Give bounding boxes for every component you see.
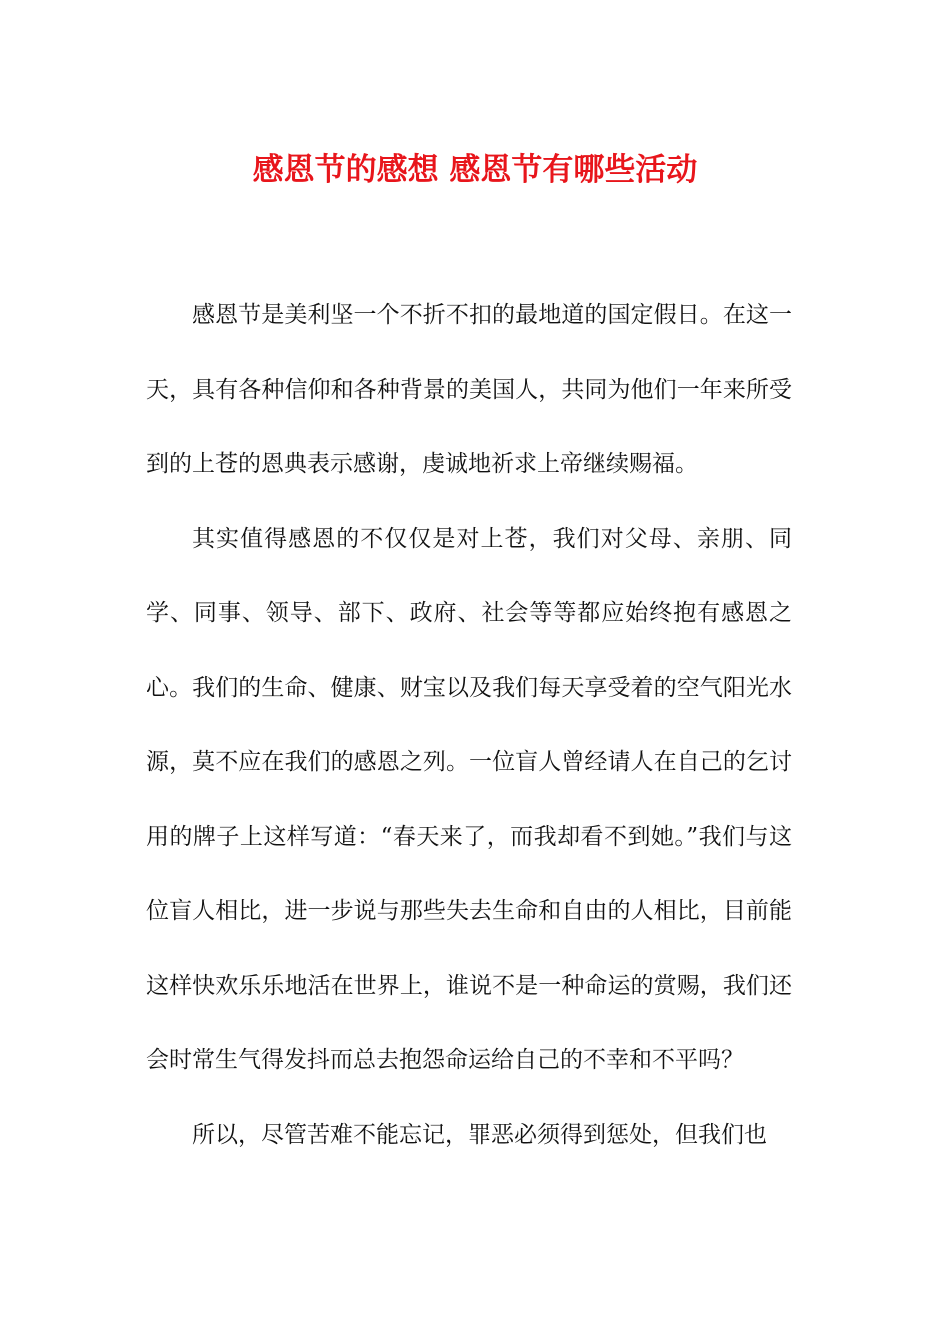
- document-title: 感恩节的感想 感恩节有哪些活动: [252, 152, 698, 188]
- document-body: [146, 278, 792, 1172]
- paragraph-1: 感恩节是美利坚一个不折不扣的最地道的国定假日。在这一天，具有各种信仰和各种背景的美国人，共同为他们一年来所受到的上苍的恩典表示感谢，虔诚地祈求上帝继续赐福。: [146, 302, 792, 477]
- paragraph-2: 其实值得感恩的不仅仅是对上苍，我们对父母、亲朋、同学、同事、领导、部下、政府、社会等等都应始终抱有感恩之心。我们的生命、健康、财宝以及我们每天享受着的空气阳光水源，莫不应在我们的感恩之列。一位盲人曾经请人在自己的乞讨用的牌子上这样写道：“春天来了，而我却看不到她。”我们与这位盲人相比，进一步说与那些失去生命和自由的人相比，目前能这样快欢乐乐地活在世界上，谁说不是一种命运的赏赐，我们还会时常生气得发抖而总去抱怨命运给自己的不幸和不平吗？: [146, 525, 792, 1073]
- paragraph-3: 所以，尽管苦难不能忘记，罪恶必须得到惩处，但我们也: [192, 1121, 767, 1148]
